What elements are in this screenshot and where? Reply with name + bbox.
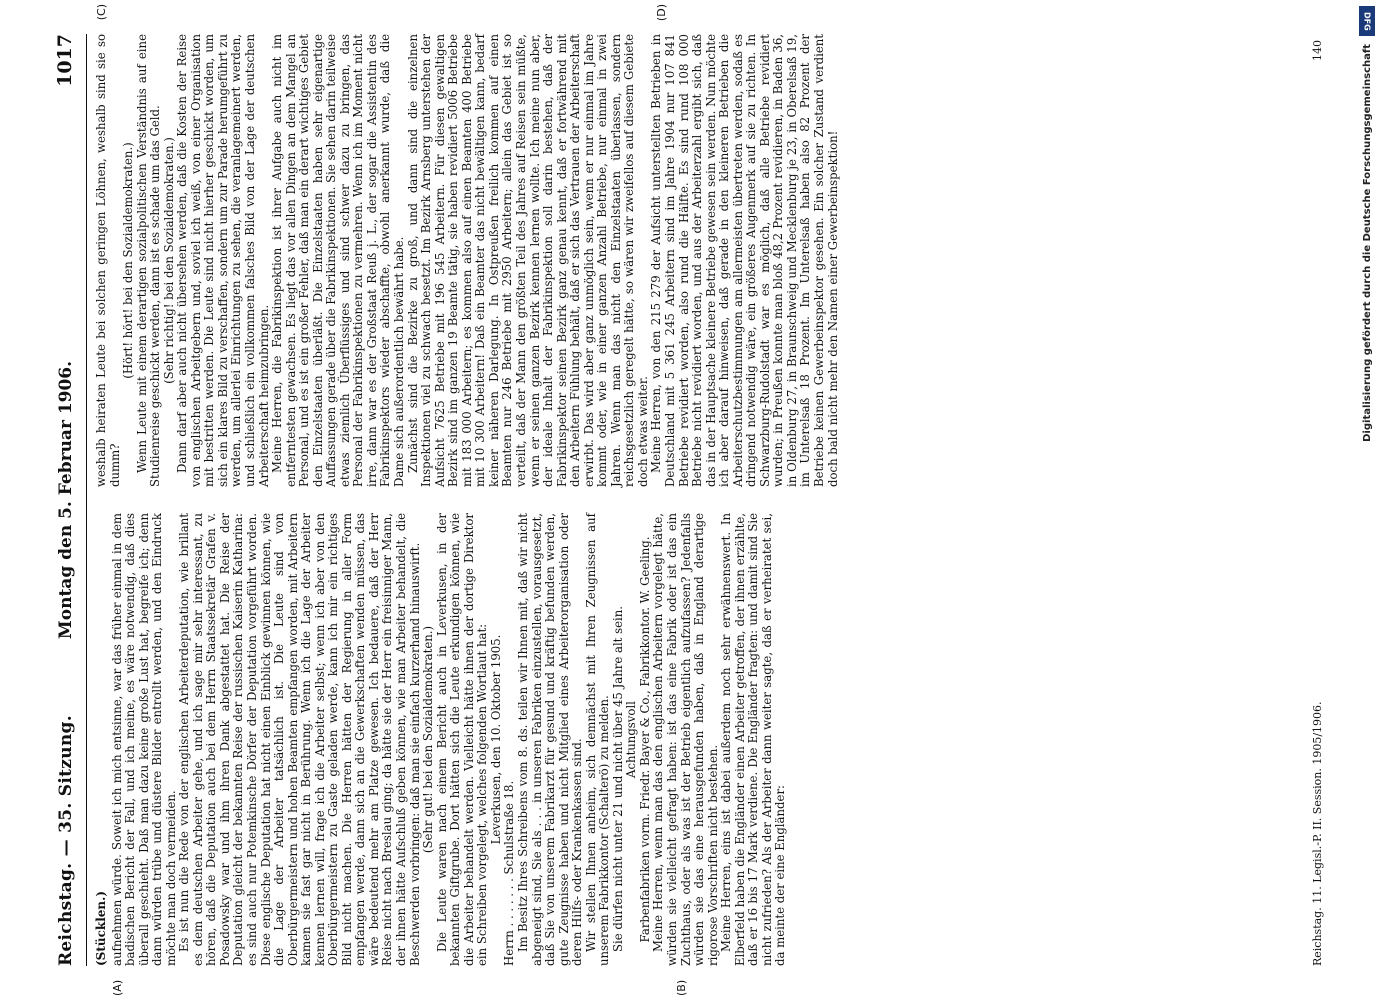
- letter-body: Im Besitz Ihres Schreibens vom 8. ds. teilen wir Ihnen mit, daß wir nicht abgeneigt sind, Sie als . . . in unseren Fabriken einzustellen, vorausgesetzt, daß Sie von unserem Fabrikarzt für gesund und kräftig befunden werden, gute Zeugnisse haben und nicht Mitglied eines Arbeiterorganisation oder deren Hilfs- oder Krankenkassen sind.: [515, 513, 585, 966]
- margin-mark-c: (C): [95, 4, 108, 21]
- paragraph: Es ist nun die Rede von der englischen Arbeiterdeputation, wie brillant es dem deutschen Arbeiter gehe, und ich sage mir sehr interessant, zu hören, daß die Deputation auch bei dem Herrn Staatssekretär Grafen v. Posadowsky war und ihm ihren Dank abgestattet hat. Die Reise der Deputation gleicht der bekannten Reise der russischen Kaiserin Katharina: es sind auch nur Potemkinsche Dörfer der Deputation vorgeführt worden. Diese englische Deputation hat nicht einen Einblick gewinnen können, wie die Lage der Arbeiter tatsächlich ist. Die Leute sind von Oberbürgermeistern und hohen Beamten empfangen worden, mit Arbeitern kamen sie fast gar nicht in Berührung. Wenn ich die Lage der Arbeiter kennen lernen will, frage ich die Arbeiter selbst; wenn ich aber von den Oberbürgermeistern zu Gaste geladen werde, kann ich mir ein richtiges Bild nicht machen. Die Herren hätten der Regierung in aller Form empfangen werde, dann sich an die Gewerkschaften wenden müssen, das wäre bedeutend mehr am Platze gewesen. Ich bedauere, daß der Herr Reise nicht nach Breslau ging; da hätte sie der Herr ein freisinniger Mann, der ihnen hätte Aufschluß geben können, wie man Arbeiter behandelt, die Beschwerden vorbringen: daß man sie einfach kurzerhand hinauswirft.: [177, 513, 422, 966]
- margin-mark-b: (B): [675, 979, 688, 996]
- interjection: (Sehr gut! bei den Sozialdemokraten.): [421, 625, 436, 854]
- interjection: (Hört! hört! bei den Sozialdemokraten.): [121, 142, 136, 379]
- right-column: [94, 4, 1255, 487]
- letter-address: Herrn . . . . . . . Schulstraße 18.: [502, 780, 517, 966]
- paragraph: Meine Herren, von den 215 279 der Aufsicht unterstellten Betrieben in Deutschland mit 5 361 245 Arbeitern sind im Jahre 1904 nur 107 841 Betriebe revidiert worden, also rund die Hälfte. Es sind rund 108 000 Betriebe nicht revidiert worden, und aus der Arbeiterzahl ergibt sich, daß das in der Hauptsache kleinere Betriebe gewesen sein werden. Nun möchte ich aber darauf hinweisen, daß gerade in den kleineren Betrieben die Arbeiterschutzbestimmungen am allermeisten übertreten werden, sodaß es dringend notwendig wäre, ein größeres Augenmerk auf sie zu richten. In Schwarzburg-Rudolstadt war es möglich, daß alle Betriebe revidiert wurden; in Preußen konnte man bloß 48,2 Prozent revidieren, in Baden 36, in Oldenburg 27, in Braunschweig und Mecklenburg je 23, in Oberelsaß 19, im Unterelsaß 18 Prozent. Im Unterelsaß haben also 82 Prozent der Betriebe keinen Gewerbeinspektor gesehen. Ein solcher Zustand verdient doch bald nicht mehr den Namen einer Gewerbeinspektion!: [649, 34, 840, 487]
- header-left: Reichstag. — 35. Sitzung.: [56, 715, 76, 966]
- paragraph: weshalb heiraten Leute bei solchen geringen Löhnen, weshalb sind sie so dumm?: [94, 34, 122, 487]
- letter-date: Leverkusen, den 10. Oktober 1905.: [488, 634, 503, 845]
- text-columns: [94, 4, 1255, 996]
- letter-body: Sie dürfen nicht unter 21 und nicht über 45 Jahre alt sein.: [610, 606, 625, 952]
- footer-session: Reichstag. 11. Legisl.-P. II. Session. 1905/1906.: [1311, 701, 1324, 966]
- paragraph: Meine Herren, die Fabrikinspektion ist ihrer Aufgabe auch nicht im entferntesten gewachsen. Es liegt das vor allen Dingen an dem Mangel an Personal, und es ist ein großer Fehler, daß man ein derart wichtiges Gebiet den Einzelstaaten überläßt. Die Einzelstaaten haben sehr eigenartige Auffassungen gerade über die Fabrikinspektionen. Sie sehen darin teilweise etwas ziemlich Überflüssiges und sind schwer dazu zu bringen, das Personal der Fabrikinspektionen zu vermehren. Wenn ich im Moment nicht irre, dann war es der Großstaat Reuß j. L., der sogar die Assistentin des Fabrikinspektors wieder abschaffte, obwohl anerkannt wurde, daß die Dame sich außerordentlich bewährt habe.: [270, 34, 407, 487]
- margin-mark-a: (A): [111, 979, 124, 996]
- left-column: [94, 513, 1255, 996]
- paragraph: Meine Herren, wenn man das den englischen Arbeitern vorgelegt hätte, würden sie vielleicht gefragt haben: ist das eine Fabrik oder ist das ein Zuchthaus, oder als was ist der Betrieb eigentlich aufzufassen? Jedenfalls würden sie das eine herausgefunden haben, daß in England derartige rigorose Vorschriften nicht bestehen.: [651, 513, 720, 966]
- page-header: [52, 34, 87, 966]
- paragraph: Meine Herren, eins ist dabei außerdem noch sehr erwähnenswert. In Elberfeld haben die Engländer einen Arbeiter getroffen, der ihnen erzählte, daß er 16 bis 17 Mark verdiene. Die Engländer fragten: und damit sind Sie nicht zufrieden? Als der Arbeiter dann weiter sagte, daß er verheiratet sei, da meinte der eine Engländer:: [719, 513, 788, 966]
- rotated-page: [30, 0, 1330, 1000]
- paragraph: aufnehmen würde. Soweit ich mich entsinne, war das früher einmal in dem badischen Bericht der Fall, und ich meine, es wäre notwendig, daß dies überall geschieht. Daß man dazu keine große Lust hat, begreife ich; denn dann würden trübe und düstere Bilder entrollt werden, und den Eindruck möchte man doch vermeiden.: [109, 513, 178, 966]
- interjection: (Sehr richtig! bei den Sozialdemokraten.): [161, 137, 176, 384]
- paragraph: Zunächst sind die Bezirke zu groß, und dann sind die einzelnen Inspektionen viel zu schwach besetzt. Im Bezirk Arnsberg unterstehen der Aufsicht 7625 Betriebe mit 196 545 Arbeitern. Für diesen gewaltigen Bezirk sind im ganzen 19 Beamte tätig, sie haben revidiert 5006 Betriebe mit 183 000 Arbeitern; es kommen also auf einen Beamten 400 Betriebe mit 10 300 Arbeitern! Daß ein Beamter das nicht bewältigen kann, bedarf keiner näheren Darlegung. In Ostpreußen freilich kommen auf einen Beamten nur 246 Betriebe mit 2950 Arbeitern; allein das Gebiet ist so verteilt, daß der Mann den größten Teil des Jahres auf Reisen sein müßte, wenn er seinen ganzen Bezirk kennen lernen wollte. Ich meine nun aber, der ideale Inhalt der Fabrikinspektion soll darin bestehen, daß der Fabrikinspektor seinen Bezirk ganz genau kennt, daß er fortwährend mit den Arbeitern Fühlung behält, daß er sich das Vertrauen der Arbeiterschaft erwirbt. Das wird aber ganz unmöglich sein, wenn er nur einmal im Jahre kommt oder, wie in einer ganzen Anzahl Betriebe, nur einmal in zwei Jahren. Wenn man das nicht den Einzelstaaten überlassen, sondern reichsgesetzlich geregelt hätte, so wären wir zweifellos auf diesem Gebiete doch etwas weiter.: [405, 34, 650, 487]
- paragraph: Die Leute waren nach einem Bericht auch in Leverkusen, in der bekannten Giftgrube. Dort hätten sich die Leute erkundigen können, wie die Arbeiter behandelt werden. Vielleicht hätte ihnen der dortige Direktor ein Schreiben vorgelegt, welches folgenden Wortlaut hat:: [434, 513, 490, 966]
- paragraph: Wenn Leute mit einem derartigen sozialpolitischen Verständnis auf eine Studienreise geschickt werden, dann ist es schade um das Geld.: [134, 34, 163, 487]
- margin-mark-d: (D): [655, 4, 668, 22]
- digitization-credit: Digitalisierung gefördert durch die Deutsche Forschungsgemeinschaft: [1362, 44, 1373, 442]
- paragraph: Dann darf aber auch nicht übersehen werden, daß die Kosten der Reise von englischen Arbeitgebern und, soviel ich weiß, von einer Organisation mit bestritten werden. Die Leute sind nicht hierher geschickt worden, um sich ein klares Bild zu verschaffen, sondern um zur Parade herumgeführt zu werden, um allerlei Einrichtungen zu sehen, die veranlagemeinert werden, und schließlich ein vollkommen falsches Bild von der Lage der deutschen Arbeiterschaft heimzubringen.: [175, 34, 271, 487]
- letter-body: Wir stellen Ihnen anheim, sich demnächst mit Ihren Zeugnissen auf unserem Fabrikkontor (Schalterö) zu melden.: [583, 513, 612, 966]
- letter-signature: Farbenfabriken vorm. Friedr. Bayer & Co., Fabrikkontor. W. Geeling.: [637, 536, 652, 943]
- dfg-logo: DFG: [1359, 6, 1375, 36]
- page-number: 1017: [54, 34, 76, 87]
- letter-closing: Achtungsvoll: [624, 701, 639, 778]
- speaker-label: (Stücklen.): [94, 890, 108, 966]
- footer-sheet-number: 140: [1311, 40, 1324, 61]
- header-date: Montag den 5. Februar 1906.: [56, 360, 76, 640]
